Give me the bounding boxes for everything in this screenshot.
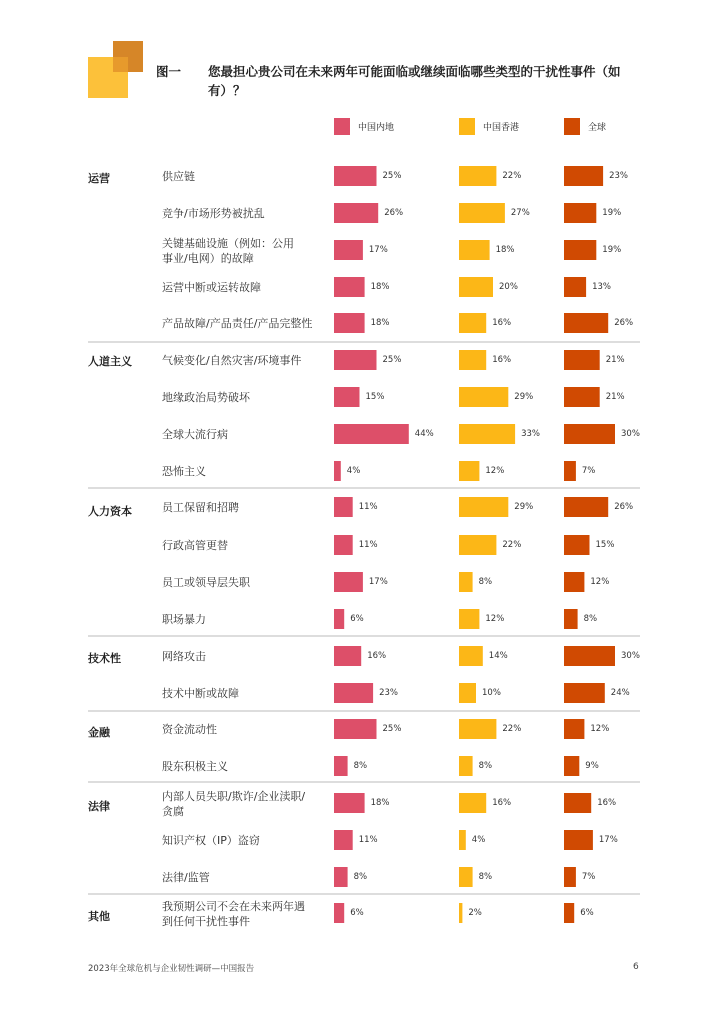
row-label: 事业/电网）的故障	[162, 252, 254, 265]
value-label-mainland: 16%	[367, 651, 387, 661]
bar-mainland	[334, 756, 348, 776]
bar-mainland	[334, 535, 353, 555]
value-label-hongkong: 8%	[478, 761, 493, 771]
value-label-global: 21%	[605, 392, 625, 402]
value-label-hongkong: 33%	[521, 429, 541, 439]
value-label-mainland: 18%	[370, 282, 390, 292]
value-label-hongkong: 16%	[492, 798, 512, 808]
bar-global	[564, 387, 600, 407]
value-label-hongkong: 12%	[485, 466, 505, 476]
bar-global	[564, 572, 584, 592]
bar-global	[564, 497, 608, 517]
value-label-mainland: 17%	[368, 245, 388, 255]
row-label: 法律/监管	[162, 871, 210, 884]
bar-hongkong	[459, 683, 476, 703]
bar-mainland	[334, 830, 353, 850]
figure-label: 图一	[156, 64, 182, 79]
bar-mainland	[334, 240, 363, 260]
row-label: 气候变化/自然灾害/环境事件	[162, 354, 302, 367]
bar-global	[564, 903, 574, 923]
bar-global	[564, 166, 603, 186]
value-label-hongkong: 2%	[468, 908, 482, 918]
value-label-global: 26%	[614, 318, 634, 328]
row-label: 内部人员失职/欺诈/企业渎职/	[162, 790, 306, 803]
value-label-mainland: 18%	[370, 318, 390, 328]
value-label-mainland: 11%	[358, 502, 378, 512]
page-number: 6	[633, 962, 639, 972]
value-label-hongkong: 22%	[502, 171, 522, 181]
bar-global	[564, 240, 596, 260]
bar-global	[564, 535, 590, 555]
value-label-hongkong: 22%	[502, 724, 522, 734]
category-label: 人道主义	[88, 355, 132, 368]
value-label-hongkong: 22%	[502, 540, 522, 550]
value-label-global: 26%	[614, 502, 634, 512]
value-label-mainland: 23%	[379, 688, 399, 698]
bar-mainland	[334, 903, 344, 923]
bar-hongkong	[459, 609, 479, 629]
bar-hongkong	[459, 166, 496, 186]
row-label: 恐怖主义	[162, 465, 206, 478]
bar-global	[564, 683, 605, 703]
bar-mainland	[334, 424, 409, 444]
value-label-global: 9%	[585, 761, 599, 771]
row-label: 到任何干扰性事件	[162, 915, 250, 928]
row-label: 资金流动性	[162, 723, 217, 736]
bar-mainland	[334, 203, 378, 223]
row-label: 竞争/市场形势被扰乱	[162, 207, 265, 220]
bar-global	[564, 424, 615, 444]
value-label-mainland: 4%	[346, 466, 361, 476]
value-label-mainland: 17%	[368, 577, 388, 587]
bar-hongkong	[459, 350, 486, 370]
bar-mainland	[334, 793, 365, 813]
bar-hongkong	[459, 793, 486, 813]
value-label-hongkong: 18%	[495, 245, 515, 255]
row-label: 技术中断或故障	[162, 687, 239, 700]
bar-global	[564, 646, 615, 666]
value-label-global: 19%	[602, 245, 622, 255]
category-label: 金融	[88, 726, 110, 739]
legend-label-global: 全球	[588, 122, 607, 133]
bar-hongkong	[459, 387, 508, 407]
row-label: 运营中断或运转故障	[162, 281, 261, 294]
bar-global	[564, 609, 578, 629]
row-label: 行政高管更替	[162, 539, 228, 552]
value-label-mainland: 25%	[382, 724, 402, 734]
value-label-global: 15%	[595, 540, 615, 550]
value-label-global: 12%	[590, 724, 610, 734]
bar-global	[564, 867, 576, 887]
bar-global	[564, 830, 593, 850]
value-label-mainland: 11%	[358, 835, 378, 845]
row-label: 知识产权（IP）盗窃	[162, 834, 260, 847]
value-label-mainland: 8%	[353, 761, 368, 771]
value-label-mainland: 6%	[350, 614, 364, 624]
bar-mainland	[334, 719, 377, 739]
row-label: 全球大流行病	[162, 428, 228, 441]
value-label-hongkong: 14%	[488, 651, 508, 661]
bar-hongkong	[459, 313, 486, 333]
row-label: 贪腐	[162, 805, 184, 818]
bar-hongkong	[459, 830, 466, 850]
bar-mainland	[334, 646, 361, 666]
value-label-mainland: 25%	[382, 355, 402, 365]
bar-mainland	[334, 497, 353, 517]
value-label-mainland: 11%	[358, 540, 378, 550]
category-label: 其他	[88, 910, 110, 923]
value-label-hongkong: 29%	[514, 392, 534, 402]
row-label: 职场暴力	[162, 613, 206, 626]
value-label-global: 12%	[590, 577, 610, 587]
bar-hongkong	[459, 572, 473, 592]
bar-global	[564, 756, 579, 776]
value-label-hongkong: 16%	[492, 318, 512, 328]
bar-hongkong	[459, 497, 508, 517]
value-label-global: 30%	[621, 429, 640, 439]
row-label: 员工保留和招聘	[162, 501, 239, 514]
bar-hongkong	[459, 867, 473, 887]
value-label-global: 23%	[609, 171, 629, 181]
value-label-mainland: 44%	[414, 429, 434, 439]
category-label: 技术性	[88, 652, 121, 665]
bar-mainland	[334, 609, 344, 629]
bar-global	[564, 719, 584, 739]
bar-hongkong	[459, 646, 483, 666]
bar-global	[564, 313, 608, 333]
bar-mainland	[334, 867, 348, 887]
value-label-hongkong: 16%	[492, 355, 512, 365]
row-label: 股东积极主义	[162, 760, 228, 773]
figure-title: 您最担心贵公司在未来两年可能面临或继续面临哪些类型的干扰性事件（如有）？	[208, 64, 621, 98]
value-label-hongkong: 29%	[514, 502, 534, 512]
value-label-global: 21%	[605, 355, 625, 365]
bar-mainland	[334, 461, 341, 481]
value-label-mainland: 8%	[353, 872, 368, 882]
bar-hongkong	[459, 535, 496, 555]
value-label-hongkong: 27%	[510, 208, 530, 218]
category-label: 人力资本	[88, 505, 132, 518]
value-label-global: 13%	[592, 282, 612, 292]
legend-label-mainland: 中国内地	[358, 122, 395, 133]
bar-hongkong	[459, 719, 496, 739]
bar-hongkong	[459, 461, 479, 481]
bar-mainland	[334, 166, 377, 186]
value-label-global: 8%	[583, 614, 598, 624]
bar-mainland	[334, 277, 365, 297]
bar-global	[564, 793, 591, 813]
row-label: 我预期公司不会在未来两年遇	[162, 900, 305, 913]
value-label-hongkong: 12%	[485, 614, 505, 624]
value-label-hongkong: 8%	[478, 577, 493, 587]
value-label-global: 19%	[602, 208, 622, 218]
row-label: 供应链	[162, 170, 195, 183]
value-label-mainland: 26%	[384, 208, 404, 218]
footer-text: 2023年全球危机与企业韧性调研—中国报告	[88, 964, 255, 974]
bar-hongkong	[459, 277, 493, 297]
value-label-global: 30%	[621, 651, 640, 661]
bar-hongkong	[459, 756, 473, 776]
bar-hongkong	[459, 240, 490, 260]
value-label-hongkong: 8%	[478, 872, 493, 882]
category-label: 运营	[88, 172, 110, 185]
bar-mainland	[334, 313, 365, 333]
value-label-global: 17%	[598, 835, 618, 845]
row-label: 员工或领导层失职	[162, 576, 250, 589]
value-label-global: 7%	[581, 466, 596, 476]
bar-mainland	[334, 387, 360, 407]
legend-label-hongkong: 中国香港	[483, 122, 520, 133]
value-label-mainland: 6%	[350, 908, 364, 918]
row-label: 关键基础设施（例如：公用	[162, 237, 294, 250]
row-label: 地缘政治局势破坏	[162, 391, 250, 404]
bar-global	[564, 203, 596, 223]
value-label-global: 24%	[610, 688, 630, 698]
row-label: 产品故障/产品责任/产品完整性	[162, 317, 313, 330]
value-label-global: 16%	[597, 798, 617, 808]
value-label-global: 6%	[580, 908, 594, 918]
bar-mainland	[334, 572, 363, 592]
value-label-mainland: 15%	[365, 392, 385, 402]
bar-hongkong	[459, 203, 505, 223]
bar-hongkong	[459, 903, 462, 923]
value-label-hongkong: 20%	[499, 282, 518, 292]
value-label-mainland: 25%	[382, 171, 402, 181]
bar-global	[564, 461, 576, 481]
bar-hongkong	[459, 424, 515, 444]
value-label-mainland: 18%	[370, 798, 390, 808]
value-label-global: 7%	[581, 872, 596, 882]
bar-mainland	[334, 683, 373, 703]
row-label: 网络攻击	[162, 650, 206, 663]
category-label: 法律	[88, 800, 110, 813]
value-label-hongkong: 4%	[471, 835, 486, 845]
value-label-hongkong: 10%	[482, 688, 501, 698]
bar-global	[564, 277, 586, 297]
bar-global	[564, 350, 600, 370]
bar-mainland	[334, 350, 377, 370]
